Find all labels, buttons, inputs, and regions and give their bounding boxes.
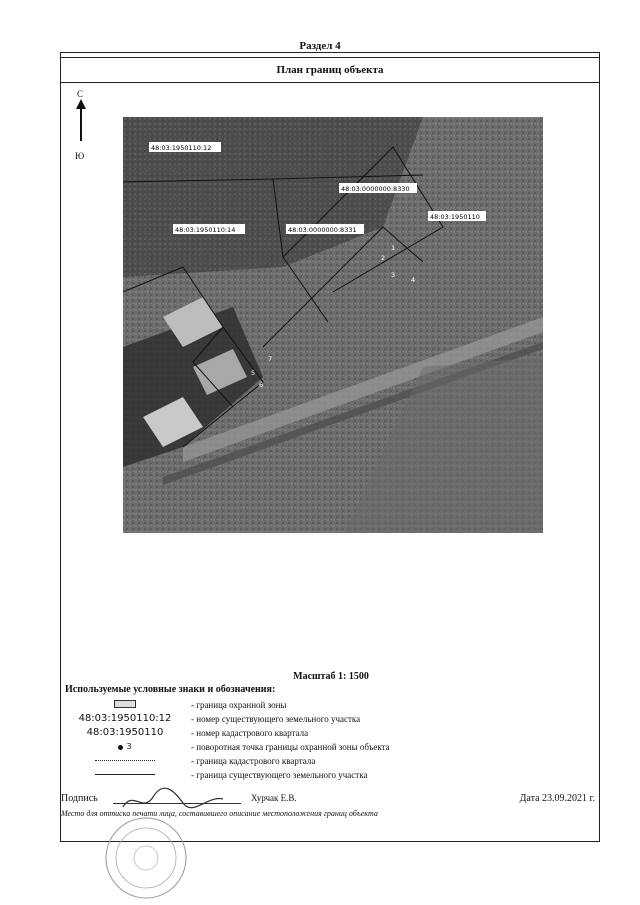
legend-desc: - номер существующего земельного участка bbox=[191, 714, 361, 724]
map-label-plot-8330: 48:03:0000000:8330 bbox=[341, 185, 410, 193]
legend-item bbox=[65, 712, 585, 726]
map-label-plot-12: 48:03:1950110:12 bbox=[151, 144, 212, 152]
map-point-4: 4 bbox=[411, 276, 416, 284]
legend-symbol-quarter-number: 48:03:1950110 bbox=[86, 727, 164, 738]
turning-point-icon bbox=[118, 745, 123, 750]
legend-desc: - граница охранной зоны bbox=[191, 700, 287, 710]
legend-title: Используемые условные знаки и обозначения: bbox=[65, 684, 276, 695]
document-date: Дата 23.09.2021 г. bbox=[519, 793, 595, 804]
legend bbox=[65, 698, 585, 782]
compass-south-label: Ю bbox=[75, 151, 85, 161]
map-label-plot-14: 48:03:1950110:14 bbox=[175, 226, 236, 234]
compass-stem bbox=[80, 107, 82, 141]
map-scale: Масштаб 1: 1500 bbox=[293, 671, 369, 682]
map-point-5: 5 bbox=[251, 369, 256, 377]
legend-symbol-plot-number: 48:03:1950110:12 bbox=[78, 713, 172, 724]
document-frame bbox=[60, 52, 600, 842]
map-point-7: 7 bbox=[268, 355, 273, 363]
signer-name: Хурчак Е.В. bbox=[251, 793, 297, 803]
legend-desc: - поворотная точка границы охранной зоны объекта bbox=[191, 742, 390, 752]
compass-north-label: С bbox=[77, 89, 84, 99]
legend-desc: - граница существующего земельного участка bbox=[191, 770, 368, 780]
aerial-map bbox=[123, 117, 543, 533]
stamp-place-note: Место для оттиска печати лица, составившего описание местоположения границ объекта bbox=[61, 809, 378, 818]
legend-item bbox=[65, 768, 585, 782]
round-seal-stamp bbox=[101, 813, 191, 903]
legend-item bbox=[65, 740, 585, 754]
section-title: Раздел 4 bbox=[299, 40, 341, 52]
map-point-6: 6 bbox=[259, 381, 264, 389]
protection-zone-symbol bbox=[114, 700, 136, 708]
map-point-2: 2 bbox=[381, 254, 386, 262]
quarter-boundary-line-symbol bbox=[95, 760, 155, 761]
north-arrow bbox=[71, 89, 91, 169]
map-label-quarter: 48:03:1950110 bbox=[430, 213, 480, 221]
legend-item bbox=[65, 754, 585, 768]
map-label-plot-8331: 48:03:0000000:8331 bbox=[288, 226, 357, 234]
legend-item bbox=[65, 698, 585, 712]
signature-label: Подпись bbox=[61, 793, 98, 804]
legend-desc: - граница кадастрового квартала bbox=[191, 756, 316, 766]
plan-header: План границ объекта bbox=[61, 57, 599, 83]
map-canvas bbox=[123, 117, 543, 533]
map-point-1: 1 bbox=[391, 244, 396, 252]
legend-desc: - номер кадастрового квартала bbox=[191, 728, 309, 738]
legend-item bbox=[65, 726, 585, 740]
map-point-3: 3 bbox=[391, 271, 396, 279]
plot-boundary-line-symbol bbox=[95, 774, 155, 775]
legend-symbol-point-label: 3 bbox=[126, 742, 132, 751]
